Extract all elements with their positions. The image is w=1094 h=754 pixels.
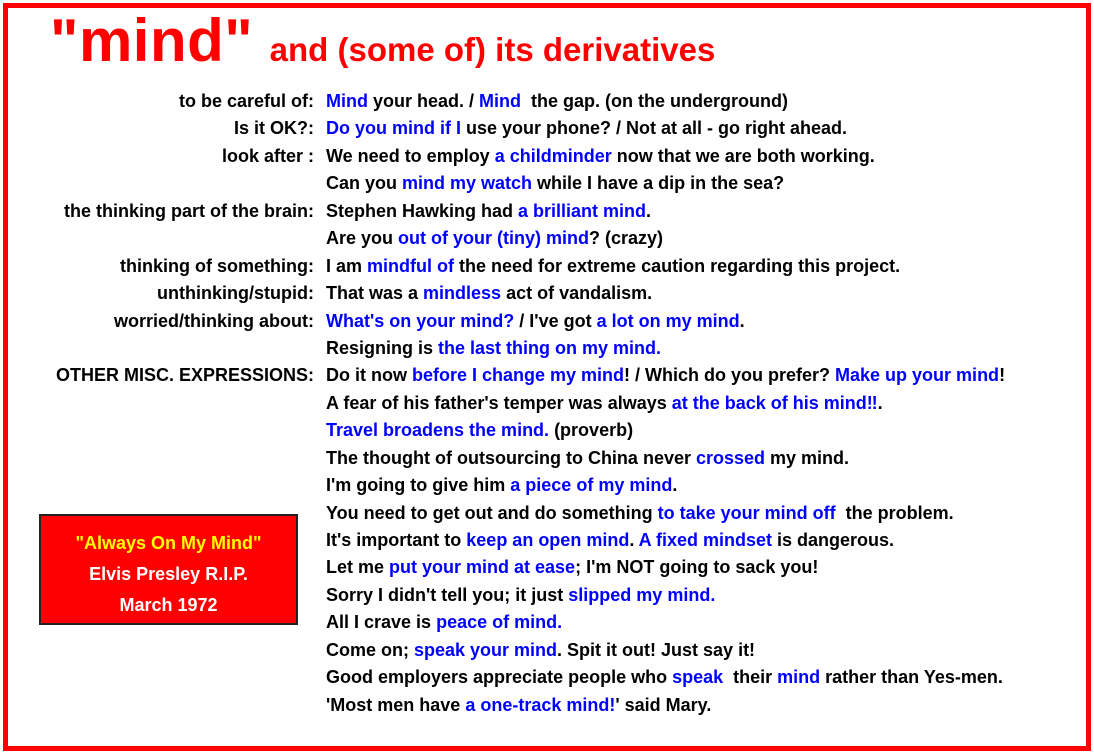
sentence-text: A fear of his father's temper was always <box>326 392 672 413</box>
sentence-text: I'm going to give him <box>326 475 511 496</box>
sentence-text: . <box>629 530 639 550</box>
meaning-label <box>0 664 314 691</box>
highlighted-phrase: slipped my mind. <box>568 584 716 605</box>
sentence-text: . <box>877 392 883 413</box>
sentence-text: It's important to <box>326 530 467 550</box>
highlighted-phrase: a brilliant mind <box>518 200 647 221</box>
title-subtitle: and (some of) its derivatives <box>269 31 716 68</box>
sentence-text: I am <box>326 255 368 276</box>
meaning-label <box>0 692 314 719</box>
song-date: March 1972 <box>119 595 218 615</box>
meaning-label <box>0 335 314 362</box>
highlighted-phrase: peace of mind. <box>436 612 563 633</box>
sentence-text: ? (crazy) <box>589 228 664 249</box>
sentence-text: . <box>672 475 678 496</box>
elvis-tribute-box <box>39 514 298 625</box>
example-sentence <box>326 143 1086 170</box>
highlighted-phrase: Mind <box>479 91 522 111</box>
highlighted-phrase: mindless <box>423 283 502 304</box>
example-sentence <box>326 253 1086 280</box>
highlighted-phrase: a lot on my mind <box>596 310 740 331</box>
sentence-text: my mind. <box>765 447 850 468</box>
highlighted-phrase: Mind <box>326 91 368 111</box>
sentence-text: Are you <box>326 228 399 249</box>
page-title <box>50 6 715 75</box>
highlighted-phrase: before I change my mind <box>411 365 625 386</box>
example-sentence <box>326 664 1086 691</box>
highlighted-phrase: to take your mind off <box>657 502 836 523</box>
meaning-label <box>0 225 314 252</box>
sentence-text: ! / Which do you prefer? <box>624 365 836 386</box>
artist-name: Elvis Presley R.I.P. <box>89 564 248 584</box>
meaning-label: the thinking part of the brain: <box>64 200 314 221</box>
highlighted-phrase: mind my watch <box>402 173 533 194</box>
sentence-text: the problem. <box>835 502 954 523</box>
highlighted-phrase: Travel broadens the mind. <box>326 420 550 441</box>
highlighted-phrase: speak your mind <box>414 639 558 660</box>
meaning-label: look after : <box>221 145 314 166</box>
sentence-text: rather than Yes-men. <box>820 667 1003 688</box>
highlighted-phrase: Make up your mind <box>835 365 1000 386</box>
example-sentence <box>326 472 1086 499</box>
meaning-label <box>0 637 314 664</box>
sentence-text: Come on; <box>326 639 414 660</box>
sentence-text: act of vandalism. <box>501 283 653 304</box>
example-sentences <box>326 88 1086 719</box>
sentence-text: You need to get out and do something <box>326 502 658 523</box>
highlighted-phrase: a one-track mind! <box>465 694 616 715</box>
highlighted-phrase: put your mind at ease <box>389 557 576 578</box>
highlighted-phrase: What's on your mind? <box>326 310 515 331</box>
meaning-label <box>0 170 314 197</box>
sentence-text: Can you <box>326 173 403 194</box>
example-sentence <box>326 225 1086 252</box>
song-title: "Always On My Mind" <box>75 533 262 553</box>
sentence-text: 'Most men have <box>326 694 466 715</box>
meaning-label: OTHER MISC. EXPRESSIONS: <box>55 365 314 386</box>
sentence-text: . <box>646 200 652 221</box>
example-sentence <box>326 280 1086 307</box>
example-sentence <box>326 692 1086 719</box>
meaning-label <box>0 390 314 417</box>
meaning-label <box>0 417 314 444</box>
sentence-text: your head. / <box>368 91 480 111</box>
sentence-text: That was a <box>326 283 424 304</box>
sentence-text: (proverb) <box>549 420 634 441</box>
highlighted-phrase: keep an open mind <box>466 530 630 550</box>
meaning-label: to be careful of: <box>178 91 314 111</box>
highlighted-phrase: speak <box>672 667 724 688</box>
sentence-text: Good employers appreciate people who <box>326 667 673 688</box>
highlighted-phrase: crossed <box>695 447 766 468</box>
sentence-text: ; I'm NOT going to sack you! <box>575 557 819 578</box>
sentence-text: the gap. (on the underground) <box>521 91 788 111</box>
example-sentence <box>326 335 1086 362</box>
example-sentence <box>326 582 1086 609</box>
highlighted-phrase: a childminder <box>494 145 612 166</box>
sentence-text: The thought of outsourcing to China never <box>326 447 696 468</box>
sentence-text: Sorry I didn't tell you; it just <box>326 584 569 605</box>
highlighted-phrase: the last thing on my mind. <box>438 337 662 358</box>
sentence-text: Do it now <box>326 365 412 386</box>
example-sentence <box>326 609 1086 636</box>
example-sentence <box>326 198 1086 225</box>
example-sentence <box>326 527 1086 554</box>
sentence-text: ! <box>999 365 1006 386</box>
meaning-label <box>0 445 314 472</box>
sentence-text: All I crave is <box>326 612 437 633</box>
highlighted-phrase: mind <box>777 667 821 688</box>
example-sentence <box>326 554 1086 581</box>
example-sentence <box>326 417 1086 444</box>
sentence-text: while I have a dip in the sea? <box>532 173 785 194</box>
sentence-text: is dangerous. <box>772 530 895 550</box>
sentence-text: now that we are both working. <box>611 145 875 166</box>
highlighted-phrase: a piece of my mind <box>510 475 673 496</box>
sentence-text: / I've got <box>514 310 597 331</box>
sentence-text: We need to employ <box>326 145 495 166</box>
highlighted-phrase: mindful of <box>367 255 455 276</box>
sentence-text: their <box>723 667 778 688</box>
example-sentence <box>326 390 1086 417</box>
example-sentence <box>326 445 1086 472</box>
sentence-text: ' said Mary. <box>615 694 712 715</box>
highlighted-phrase: out of your (tiny) mind <box>398 228 589 249</box>
example-sentence <box>326 637 1086 664</box>
sentence-text: the need for extreme caution regarding this project. <box>454 255 901 276</box>
highlighted-phrase: Do you mind if I <box>326 118 461 139</box>
meaning-label <box>0 472 314 499</box>
example-sentence <box>326 362 1086 389</box>
example-sentence <box>326 88 1086 115</box>
sentence-text: use your phone? / Not at all - go right ahead. <box>461 118 848 139</box>
sentence-text: . Spit it out! Just say it! <box>557 639 756 660</box>
highlighted-phrase: at the back of his mind‼ <box>671 392 878 413</box>
meaning-label: thinking of something: <box>120 255 314 276</box>
meaning-label: Is it OK?: <box>234 118 314 139</box>
meaning-label: worried/thinking about: <box>114 310 314 331</box>
meaning-label: unthinking/stupid: <box>157 283 314 304</box>
highlighted-phrase: A fixed mindset <box>638 530 773 550</box>
example-sentence <box>326 500 1086 527</box>
sentence-text: Stephen Hawking had <box>326 200 519 221</box>
sentence-text: Resigning is <box>326 337 439 358</box>
example-sentence <box>326 115 1086 142</box>
example-sentence <box>326 308 1086 335</box>
sentence-text: Let me <box>326 557 390 578</box>
example-sentence <box>326 170 1086 197</box>
sentence-text: . <box>739 310 745 331</box>
title-word: "mind" <box>50 7 254 74</box>
